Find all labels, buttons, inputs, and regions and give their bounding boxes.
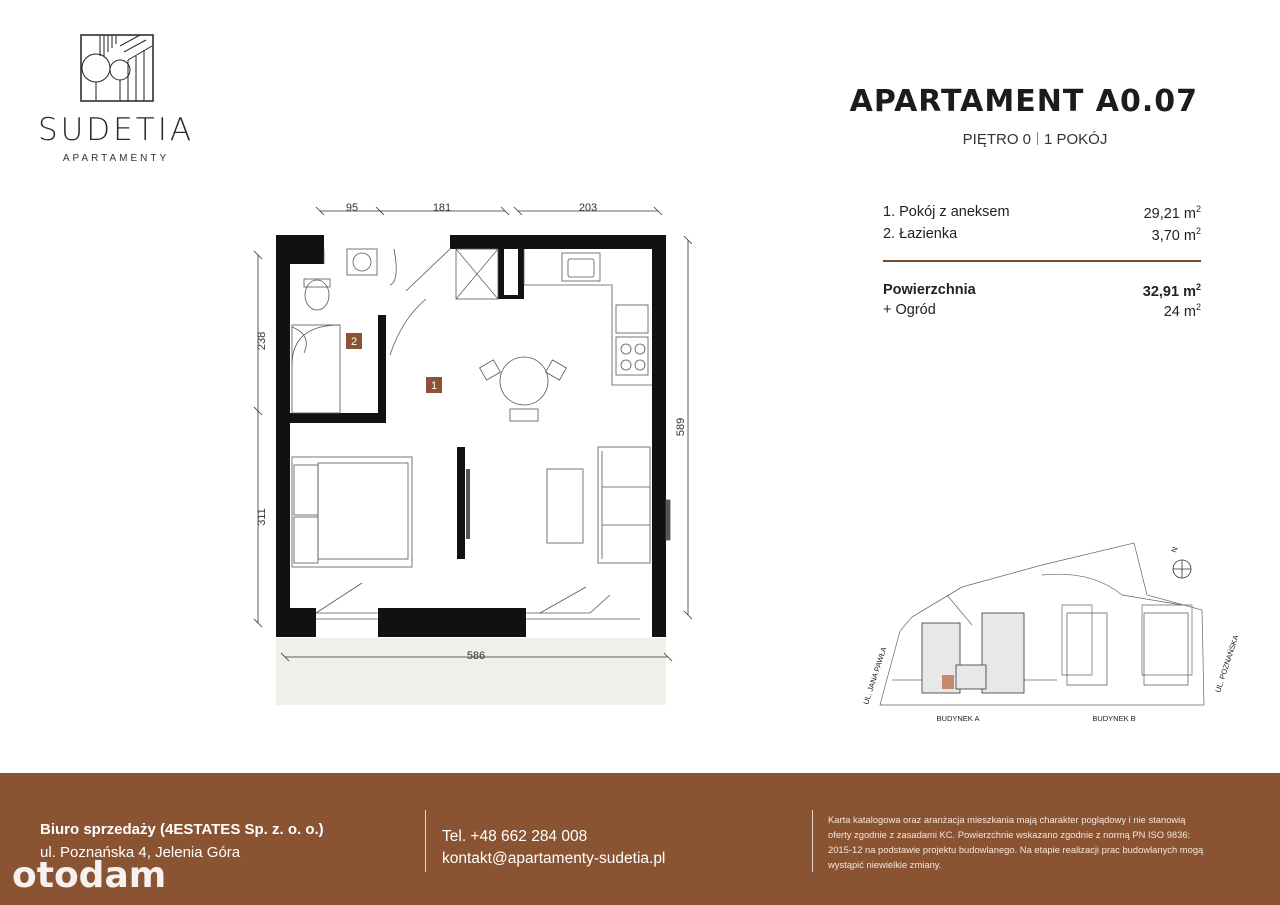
room-2-label: 2 xyxy=(350,336,358,348)
area-value: 29,21 $m^2$ xyxy=(1143,204,1201,222)
dim-right: 589 xyxy=(675,417,687,437)
building-b-outline xyxy=(1067,613,1188,685)
garden-value: 24 $m^2$ xyxy=(1163,302,1201,320)
office-title: Biuro sprzedaży (4ESTATES Sp. z. o. o.) xyxy=(40,821,324,838)
street-right-label: UL. POZNAŃSKA xyxy=(1213,633,1241,694)
kitchen-counter xyxy=(524,249,652,385)
walls xyxy=(276,235,666,637)
dining-set xyxy=(480,357,567,421)
separator xyxy=(1037,132,1038,145)
bed xyxy=(292,457,412,567)
brand-logo-icon xyxy=(80,34,154,102)
street-left-label: UL. JANA PAWŁA xyxy=(861,645,889,706)
north-label: N xyxy=(1169,545,1180,554)
brand-name: SUDETIA xyxy=(37,112,195,148)
sofa xyxy=(547,447,650,563)
area-label: 1. Pokój z aneksem xyxy=(883,204,1010,220)
rooms-label: 1 POKÓJ xyxy=(1044,131,1108,148)
floor-plan xyxy=(230,195,700,715)
footer-divider xyxy=(425,810,426,872)
dimension-lines xyxy=(254,207,692,661)
total-value: 32,91 $m^2$ xyxy=(1142,282,1201,300)
building-a-label: BUDYNEK A xyxy=(936,714,980,723)
dim-left-2: 311 xyxy=(256,508,268,526)
contact-email[interactable]: kontakt@apartamenty-sudetia.pl xyxy=(442,850,666,867)
office-address: ul. Poznańska 4, Jelenia Góra xyxy=(40,844,241,861)
dim-top-2: 181 xyxy=(432,202,452,214)
dim-left-1: 238 xyxy=(256,331,268,351)
dim-top-3: 203 xyxy=(578,202,598,214)
building-a-blocks xyxy=(922,613,1024,693)
disclaimer: Karta katalogowa oraz aranżacja mieszkania mają charakter poglądowy i nie stanowią oferty zgodnie z zasadami KC. Powierzchnie wskazano zgodnie z normą PN ISO 9836: 2015-12 na podstawie projektu budowlanego. Na etapie realizacji prac budowlanych mogą wystąpić niewielkie zmiany. xyxy=(828,814,1204,870)
footer-divider xyxy=(812,810,813,872)
floor-label: PIĘTRO 0 xyxy=(962,131,1031,148)
dim-top-1: 95 xyxy=(345,202,359,214)
garden-area xyxy=(276,638,666,705)
total-label: Powierzchnia xyxy=(883,282,976,298)
apartment-title: APARTAMENT A0.07 xyxy=(849,84,1198,119)
building-b-label: BUDYNEK B xyxy=(1092,714,1136,723)
brand-subtitle: APARTAMENTY xyxy=(62,153,170,164)
footer xyxy=(0,773,1280,905)
contact-phone[interactable]: Tel. +48 662 284 008 xyxy=(442,828,588,845)
apartment-subtitle xyxy=(900,131,1170,148)
garden-label: + Ogród xyxy=(883,302,936,318)
area-label: 2. Łazienka xyxy=(883,226,958,242)
table-divider xyxy=(883,260,1201,262)
area-value: 3,70 $m^2$ xyxy=(1151,226,1201,244)
terrace-doors xyxy=(316,500,670,619)
dim-bottom: 586 xyxy=(466,650,486,662)
watermark-logo: otodam xyxy=(12,855,167,896)
tv-partition xyxy=(457,447,465,559)
room-1-label: 1 xyxy=(430,380,438,392)
site-plan xyxy=(852,535,1241,730)
